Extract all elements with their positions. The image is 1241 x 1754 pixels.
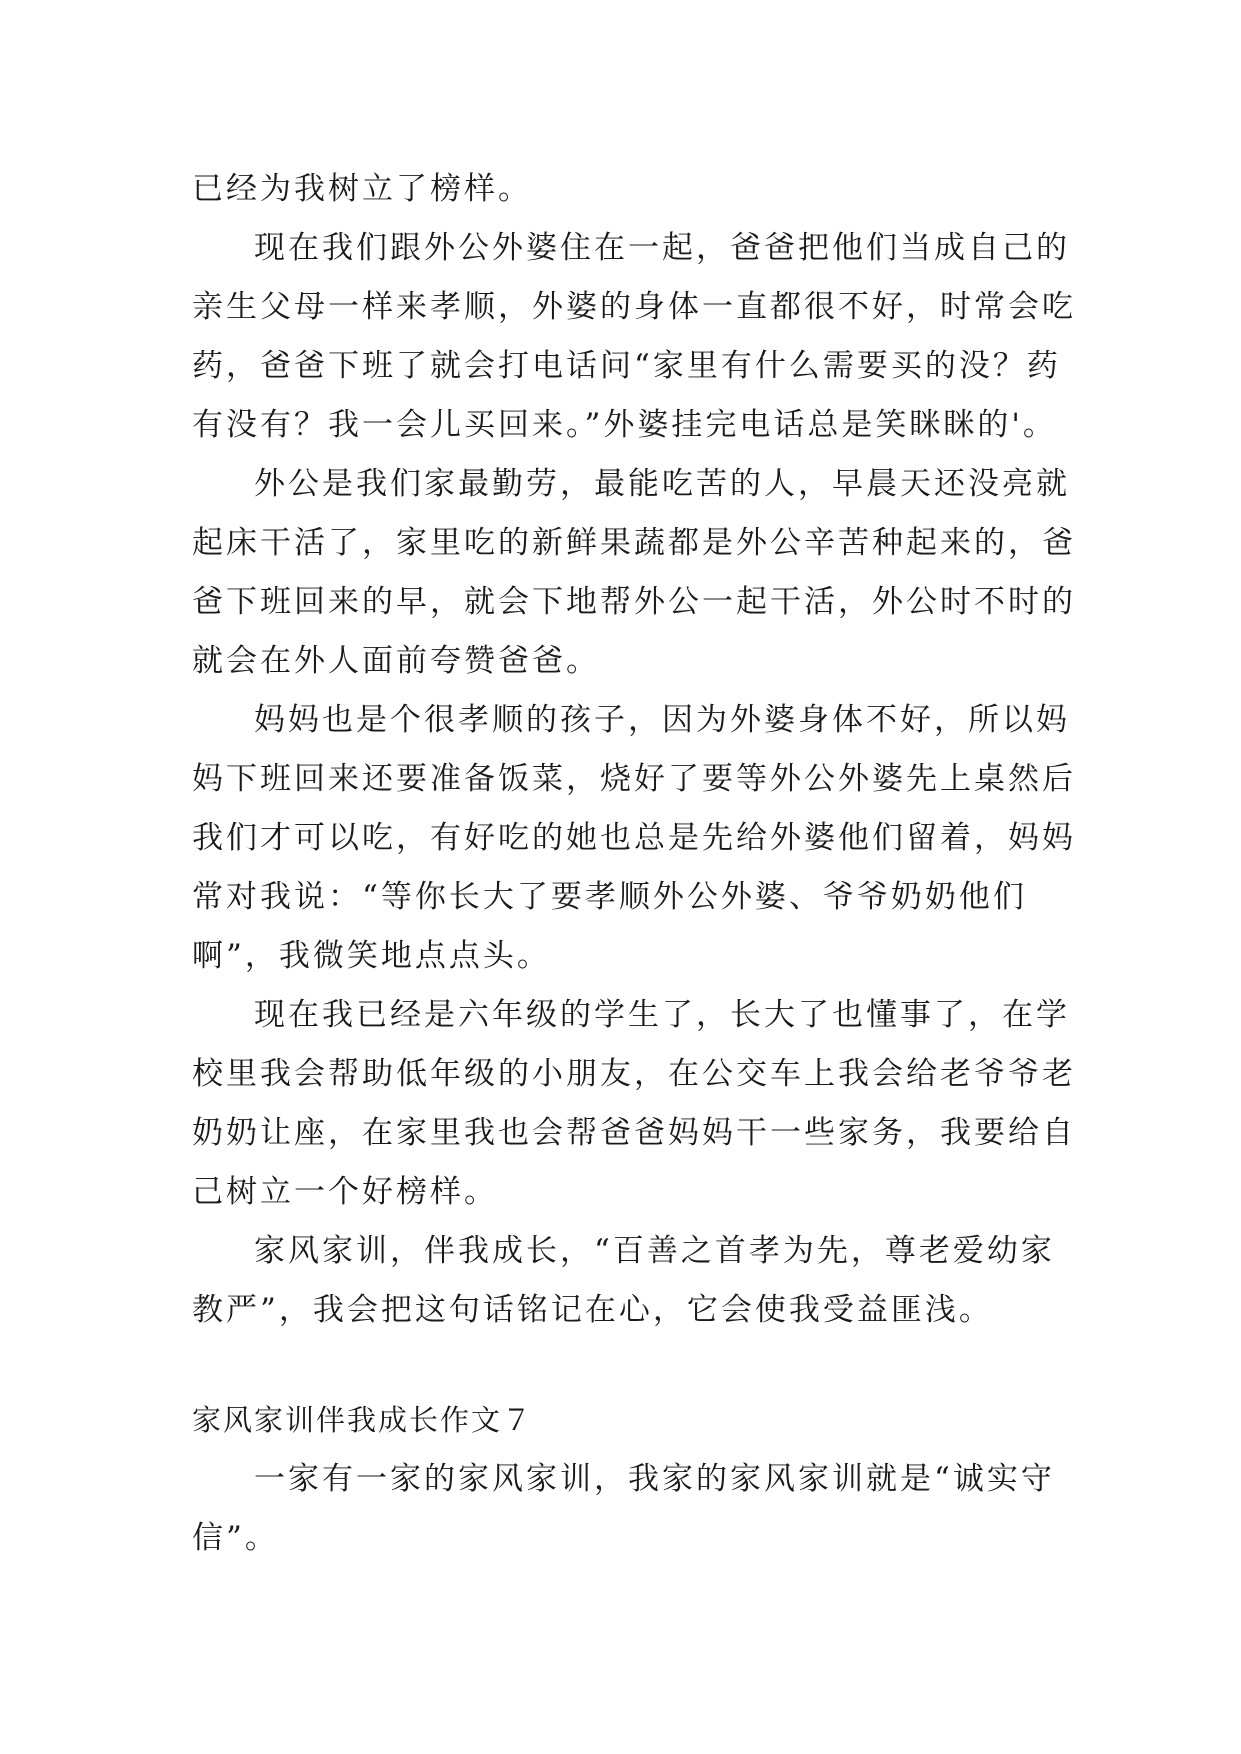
text-line: 妈下班回来还要准备饭菜，烧好了要等外公外婆先上桌然后 bbox=[192, 761, 1076, 797]
text-line: 常对我说：“等你长大了要孝顺外公外婆、爷爷奶奶他们 bbox=[192, 879, 1027, 915]
text-line: 信”。 bbox=[192, 1520, 279, 1556]
text-line: 我们才可以吃，有好吃的她也总是先给外婆他们留着，妈妈 bbox=[192, 820, 1076, 856]
text-line: 家风家训，伴我成长，“百善之首孝为先，尊老爱幼家 bbox=[254, 1233, 1055, 1269]
section-gap bbox=[192, 1340, 1052, 1391]
text-line: 亲生父母一样来孝顺，外婆的身体一直都很不好，时常会吃 bbox=[192, 289, 1076, 325]
text-line: 药，爸爸下班了就会打电话问“家里有什么需要买的没？药 bbox=[192, 348, 1061, 384]
text-line: 爸下班回来的早，就会下地帮外公一起干活，外公时不时的 bbox=[192, 584, 1076, 620]
text-line: 起床干活了，家里吃的新鲜果蔬都是外公辛苦种起来的，爸 bbox=[192, 525, 1076, 561]
section-heading: 家风家训伴我成长作文７ bbox=[192, 1403, 534, 1437]
text-line: 校里我会帮助低年级的小朋友，在公交车上我会给老爷爷老 bbox=[192, 1056, 1076, 1092]
text-line: 教严”，我会把这句话铭记在心，它会使我受益匪浅。 bbox=[192, 1292, 993, 1328]
text-line: 现在我已经是六年级的学生了，长大了也懂事了，在学 bbox=[254, 997, 1070, 1033]
text-line: 奶奶让座，在家里我也会帮爸爸妈妈干一些家务，我要给自 bbox=[192, 1115, 1076, 1151]
text-line: 就会在外人面前夸赞爸爸。 bbox=[192, 643, 600, 679]
text-line: 己树立一个好榜样。 bbox=[192, 1174, 498, 1210]
text-line: 啊”，我微笑地点点头。 bbox=[192, 938, 551, 974]
text-line: 已经为我树立了榜样。 bbox=[192, 171, 532, 207]
text-line: 有没有？我一会儿买回来。”外婆挂完电话总是笑眯眯的'。 bbox=[192, 407, 1057, 443]
text-line: 妈妈也是个很孝顺的孩子，因为外婆身体不好，所以妈 bbox=[254, 702, 1070, 738]
text-line: 现在我们跟外公外婆住在一起，爸爸把他们当成自己的 bbox=[254, 230, 1070, 266]
document-body bbox=[192, 160, 1076, 1568]
text-line: 外公是我们家最勤劳，最能吃苦的人，早晨天还没亮就 bbox=[254, 466, 1070, 502]
text-line: 一家有一家的家风家训，我家的家风家训就是“诚实守 bbox=[254, 1461, 1055, 1497]
